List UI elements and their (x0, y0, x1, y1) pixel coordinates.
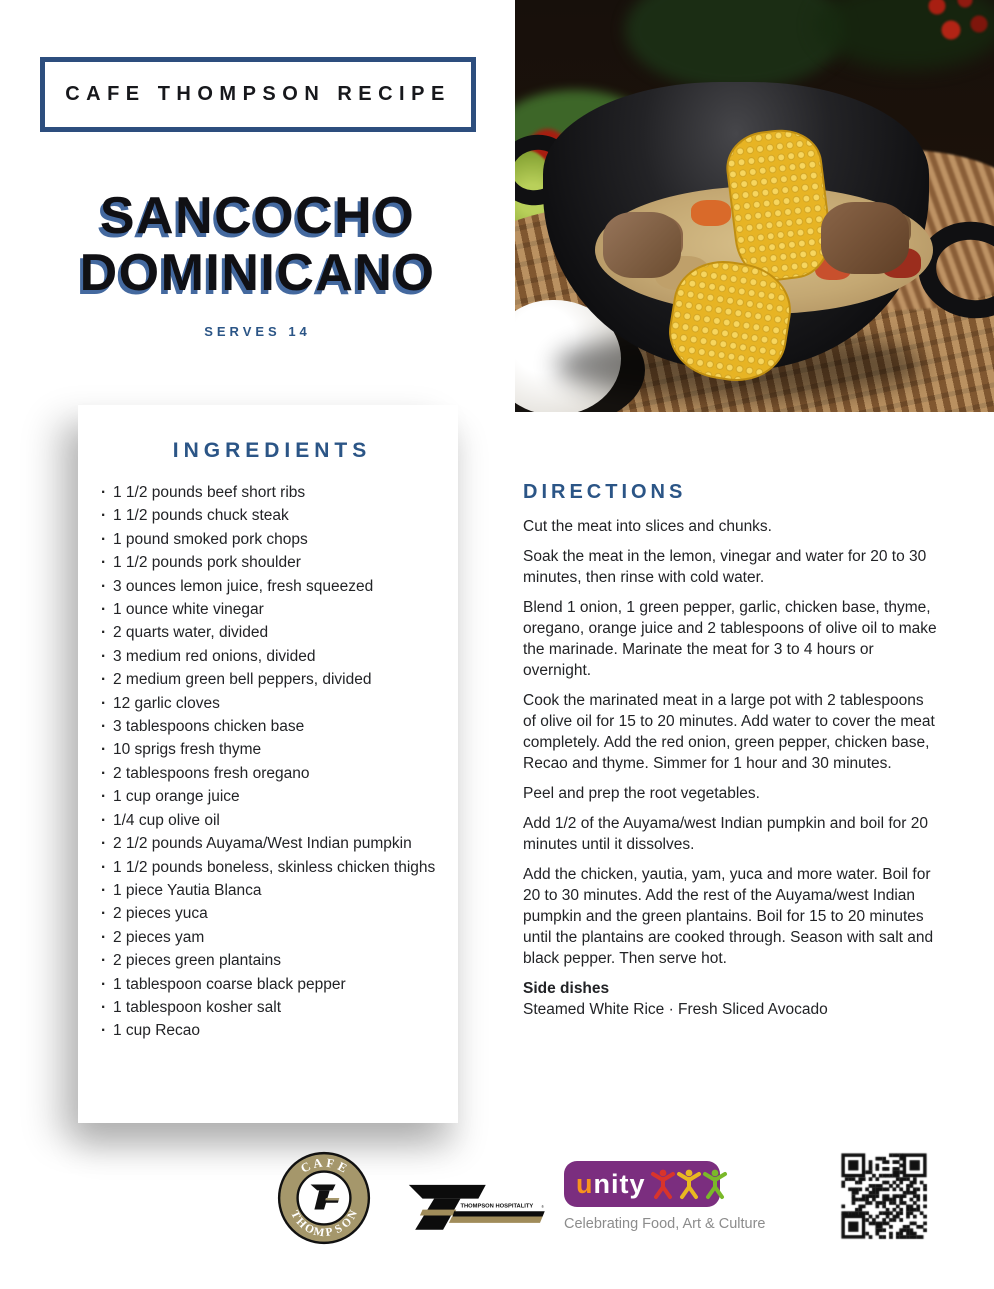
serves-label: SERVES 14 (204, 324, 311, 339)
greenery-decoration (625, 0, 845, 90)
directions-section (523, 481, 939, 1029)
unity-star-figures (650, 1168, 728, 1200)
ingredients-card (78, 405, 458, 1123)
star-person-yellow-icon (676, 1168, 702, 1200)
ingredient-item: · 3 tablespoons chicken base (100, 715, 446, 738)
direction-step: Soak the meat in the lemon, vinegar and water for 20 to 30 minutes, then rinse with cold water. (523, 548, 927, 586)
thompson-hospitality-logo (392, 1158, 550, 1254)
ingredient-item: · 1 1/2 pounds pork shoulder (100, 551, 446, 574)
svg-text:O: O (302, 1221, 316, 1237)
star-person-red-icon (650, 1168, 676, 1200)
page-title (0, 188, 515, 302)
ingredient-item: · 1 cup Recao (100, 1019, 446, 1042)
ingredients-heading: INGREDIENTS (172, 439, 372, 462)
svg-text:O: O (339, 1215, 355, 1231)
svg-text:S: S (333, 1222, 345, 1237)
svg-text:C: C (298, 1159, 313, 1176)
ingredient-item: · 2 tablespoons fresh oregano (100, 762, 446, 785)
ingredients-list (100, 481, 446, 1043)
badge-label: CAFE THOMPSON RECIPE (65, 83, 451, 105)
svg-text:M: M (312, 1225, 326, 1240)
ingredient-item: · 1 ounce white vinegar (100, 598, 446, 621)
ingredient-item: · 12 garlic cloves (100, 692, 446, 715)
recipe-badge (40, 57, 476, 132)
qr-code-icon (838, 1150, 930, 1242)
recipe-photo (515, 0, 994, 412)
ingredient-item: · 10 sprigs fresh thyme (100, 738, 446, 761)
side-dishes-text: Steamed White Rice · Fresh Sliced Avocado (523, 1001, 828, 1018)
unity-logo-box (564, 1161, 720, 1207)
title-line1: SANCOCHO (99, 187, 416, 245)
svg-text:F: F (325, 1155, 336, 1171)
ingredient-item: · 2 1/2 pounds Auyama/West Indian pumpkin (100, 832, 446, 855)
ingredient-item: · 1 tablespoon kosher salt (100, 996, 446, 1019)
svg-text:T: T (288, 1208, 303, 1222)
svg-text:H: H (293, 1215, 309, 1231)
unity-logo (564, 1161, 766, 1232)
ingredient-item: · 2 quarts water, divided (100, 621, 446, 644)
ingredient-item: · 1 1/2 pounds chuck steak (100, 504, 446, 527)
thompson-logo-label: THOMPSON HOSPITALITY (460, 1203, 534, 1210)
ingredient-item: · 3 ounces lemon juice, fresh squeezed (100, 575, 446, 598)
direction-step: Add the chicken, yautia, yam, yuca and more water. Boil for 20 to 30 minutes. Add the rest of the Auyama/west Indian pumpkin and the green plantains. Boil for 15 to 20 minutes until the plantains are cooked through. Season with salt and black pepper. Then serve hot. (523, 866, 934, 967)
directions-heading: DIRECTIONS (523, 481, 687, 503)
ingredient-item: · 2 pieces yam (100, 926, 446, 949)
ingredient-item: · 1 1/2 pounds beef short ribs (100, 481, 446, 504)
ingredient-item: · 1 cup orange juice (100, 785, 446, 808)
ingredient-item: · 2 medium green bell peppers, divided (100, 668, 446, 691)
ingredient-item: · 1/4 cup olive oil (100, 809, 446, 832)
svg-text:N: N (345, 1208, 361, 1222)
direction-step: Add 1/2 of the Auyama/west Indian pumpkin and boil for 20 minutes until it dissolves. (523, 815, 928, 853)
ingredient-item: · 1 tablespoon coarse black pepper (100, 973, 446, 996)
direction-step: Blend 1 onion, 1 green pepper, garlic, chicken base, thyme, oregano, orange juice and 2 tablespoons of olive oil to make the marinade. Marinate the meat for 3 to 4 hours or overnight. (523, 599, 937, 679)
svg-text:®: ® (541, 1205, 544, 1210)
svg-text:E: E (335, 1159, 350, 1176)
meat-chunk (821, 202, 909, 274)
direction-step: Cut the meat into slices and chunks. (523, 518, 772, 535)
ingredient-item: · 1 pound smoked pork chops (100, 528, 446, 551)
ingredient-item: · 3 medium red onions, divided (100, 645, 446, 668)
directions-paragraphs (523, 516, 939, 969)
unity-wordmark: unity (576, 1168, 646, 1199)
meat-chunk (603, 212, 681, 278)
carrot-piece (691, 200, 731, 226)
unity-tagline: Celebrating Food, Art & Culture (564, 1216, 766, 1232)
side-dishes-label: Side dishes (523, 980, 610, 997)
direction-step: Cook the marinated meat in a large pot with 2 tablespoons of olive oil for 15 to 20 minutes. Add water to cover the meat completely. Add the red onion, green pepper, chicken base, Recao and thyme. Simmer for 1 hour and 30 minutes. (523, 692, 935, 772)
cafe-thompson-logo (276, 1150, 372, 1246)
svg-text:P: P (324, 1226, 334, 1239)
title-block (0, 188, 515, 339)
direction-step: Peel and prep the root vegetables. (523, 785, 760, 802)
title-line2: DOMINICANO (79, 244, 436, 302)
star-person-green-icon (702, 1168, 728, 1200)
ingredient-item: · 2 pieces green plantains (100, 949, 446, 972)
ingredient-item: · 1 1/2 pounds boneless, skinless chicken thighs (100, 856, 446, 879)
ingredient-item: · 2 pieces yuca (100, 902, 446, 925)
svg-text:A: A (312, 1155, 324, 1171)
ingredient-item: · 1 piece Yautia Blanca (100, 879, 446, 902)
